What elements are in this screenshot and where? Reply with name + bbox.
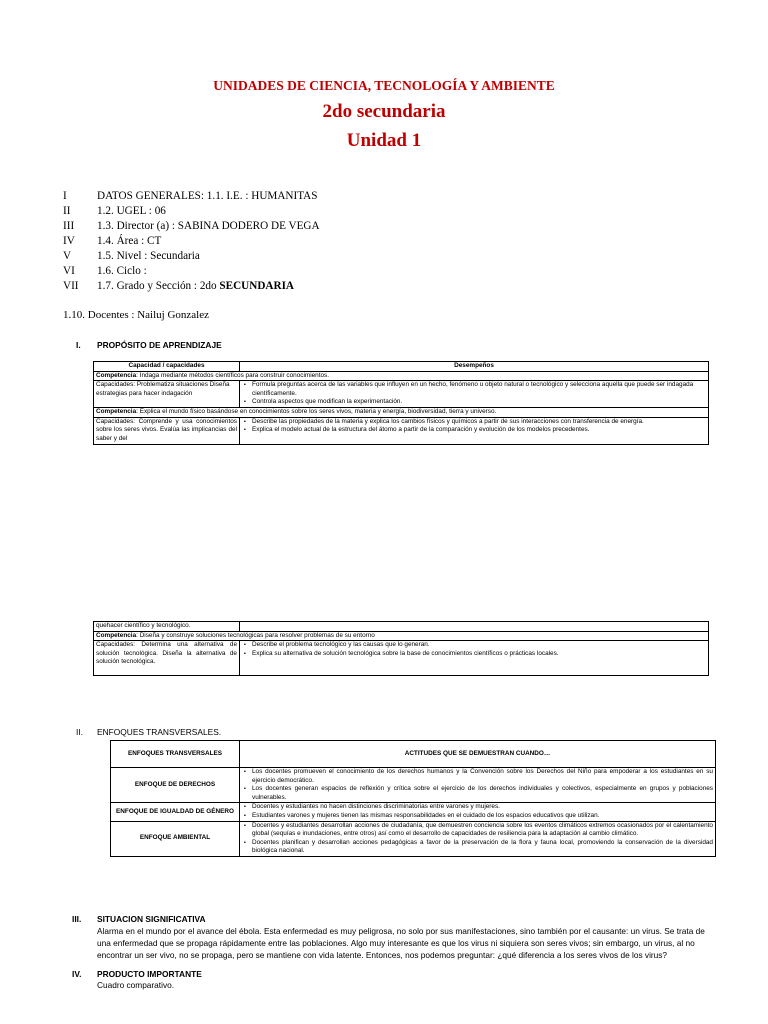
row-numeral: III: [63, 220, 75, 232]
section-4-number: IV.: [72, 969, 82, 979]
row-numeral: V: [63, 250, 72, 262]
learning-purpose-table: [93, 361, 709, 445]
producto-text: Cuadro comparativo.: [97, 980, 175, 990]
table-row: [111, 821, 716, 856]
general-data-row: [63, 280, 294, 292]
section-1-number: I.: [76, 340, 81, 350]
table-row: [94, 417, 709, 444]
section-1-title: PROPÓSITO DE APRENDIZAJE: [97, 340, 222, 350]
table-row: [94, 641, 709, 676]
actitud-item: ▪ Estudiantes varones y mujeres tienen las mismas responsabilidades en el cuidado de los espacios educativos que utilizan.: [252, 812, 713, 821]
cross-cutting-approaches-table: [110, 740, 716, 857]
actitudes-cell: [240, 803, 716, 821]
row-numeral: I: [63, 190, 67, 202]
section-3-title: SITUACION SIGNIFICATIVA: [97, 914, 206, 924]
competencia-text: : Diseña y construye soluciones tecnológicas para resolver problemas de su entorno: [136, 631, 375, 639]
enfoque-name: ENFOQUE AMBIENTAL: [111, 821, 240, 856]
table-row: [111, 768, 716, 803]
row-text: 1.6. Ciclo :: [97, 265, 147, 277]
competencia-row: [94, 408, 709, 418]
row-text: DATOS GENERALES: 1.1. I.E. : HUMANITAS: [97, 190, 318, 202]
table-row: [94, 622, 709, 632]
competencia-text: : Indaga mediante métodos científicos para construir conocimientos.: [136, 371, 330, 379]
general-data-row: [63, 190, 317, 202]
desempenos-cell: [240, 381, 709, 408]
situacion-paragraph: Alarma en el mundo por el avance del ébola. Esta enfermedad es muy peligrosa, no solo por sus manifestaciones, sino también por el causante: un virus. Se trata de una enfermedad que se propaga rápidamente entre las poblaciones. Algo muy interesante es que los virus ni siquiera son seres vivos; sin embargo, un virus, al no encontrar un ser vivo, no se propaga, pero se mantiene con vida latente. Entonces, nos podemos preguntar: ¿qué diferencia a los seres vivos de los virus?: [97, 926, 705, 960]
row-numeral: VII: [63, 280, 79, 292]
column-header-capacidad: Capacidad / capacidades: [94, 362, 240, 372]
enfoque-name: ENFOQUE DE IGUALDAD DE GÉNERO: [111, 803, 240, 821]
competencia-row: [94, 371, 709, 381]
competencia-text: : Explica el mundo físico basándose en conocimientos sobre los seres vivos, materia y energía, biodiversidad, tierra y universo.: [136, 408, 497, 416]
desempeno-item: ▪ Describe las propiedades de la materia y explica los cambios físicos y químicos a partir de sus interacciones con transferencia de energía.: [252, 418, 706, 427]
section-3-number: III.: [72, 914, 82, 924]
learning-purpose-table-continued: [93, 621, 709, 676]
row-text-bold: SECUNDARIA: [219, 280, 295, 292]
row-text: 1.2. UGEL : 06: [97, 205, 166, 217]
actitud-item: ▪ Los docentes generan espacios de reflexión y crítica sobre el ejercicio de los derechos individuales y colectivos, especialmente en grupos y poblaciones vulnerables.: [252, 785, 713, 802]
actitud-item: ▪ Docentes y estudiantes no hacen distinciones discriminatorias entre varones y mujeres.: [252, 803, 713, 812]
desempenos-cell: [240, 622, 709, 632]
competencia-label: Competencia: [96, 408, 137, 416]
row-text: 1.4. Área : CT: [97, 235, 162, 247]
desempeno-item: ▪ Explica el modelo actual de la estructura del átomo a partir de la comparación y evolución de los modelos precedentes.: [252, 426, 706, 435]
desempenos-cell: [240, 641, 709, 676]
section-4-title: PRODUCTO IMPORTANTE: [97, 969, 202, 979]
competencia-row: [94, 631, 709, 641]
desempeno-item: ▪ Describe el problema tecnológico y las causas que lo generan.: [252, 641, 706, 650]
unit-title: Unidad 1: [346, 130, 422, 151]
section-2-number: II.: [76, 727, 83, 737]
competencia-label: Competencia: [96, 631, 137, 639]
capacidades-cell: quehacer científico y tecnológico.: [94, 622, 240, 632]
desempeno-item: ▪ Formula preguntas acerca de las variables que influyen en un hecho, fenómeno u objeto natural o tecnológico y selecciona aquella que puede ser indagada científicamente.: [252, 381, 706, 398]
general-data-row: [63, 250, 200, 262]
grade-title: 2do secundaria: [322, 101, 446, 122]
table-row: [94, 381, 709, 408]
capacidades-cell: Capacidades: Determina una alternativa de solución tecnológica. Diseña la alternativa de solución tecnológica.: [94, 641, 240, 676]
column-header-enfoques: ENFOQUES TRANSVERSALES: [111, 741, 240, 768]
row-numeral: IV: [63, 235, 75, 247]
actitud-item: ▪ Docentes y estudiantes desarrollan acciones de ciudadanía, que demuestren conciencia sobre los eventos climáticos extremos ocasionados por el calentamiento global (sequías e inundaciones, entre otros) así como el desarrollo de capacidades de resiliencia para la adaptación al cambio climático.: [252, 822, 713, 839]
section-2-title: ENFOQUES TRANSVERSALES.: [97, 727, 222, 737]
capacidades-cell: Capacidades: Problematiza situaciones Diseña estrategias para hacer indagación: [94, 381, 240, 408]
table-row: [111, 803, 716, 821]
actitudes-cell: [240, 768, 716, 803]
general-data-row: [63, 265, 147, 277]
column-header-desempenos: Desempeños: [240, 362, 709, 372]
general-data-row: [63, 205, 166, 217]
general-data-row: [63, 235, 161, 247]
row-numeral: VI: [63, 265, 75, 277]
actitudes-cell: [240, 821, 716, 856]
desempeno-item: ▪ Explica su alternativa de solución tecnológica sobre la base de conocimientos científicos o prácticas locales.: [252, 650, 706, 659]
actitud-item: ▪ Los docentes promueven el conocimiento de los derechos humanos y la Convención sobre los Derechos del Niño para empoderar a los estudiantes en su ejercicio democrático.: [252, 768, 713, 785]
desempeno-item: ▪ Controla aspectos que modifican la experimentación.: [252, 398, 706, 407]
enfoque-name: ENFOQUE DE DERECHOS: [111, 768, 240, 803]
actitud-item: ▪ Docentes planifican y desarrollan acciones pedagógicas a favor de la preservación de la flora y fauna local, promoviendo la conservación de la diversidad biológica nacional.: [252, 839, 713, 856]
column-header-actitudes: ACTITUDES QUE SE DEMUESTRAN CUANDO…: [240, 741, 716, 768]
row-text: 1.3. Director (a) : SABINA DODERO DE VEGA: [97, 220, 320, 232]
row-text: 1.7. Grado y Sección : 2do: [97, 280, 220, 292]
desempenos-cell: [240, 417, 709, 444]
row-numeral: II: [63, 205, 71, 217]
general-data-row: [63, 220, 320, 232]
document-title: UNIDADES DE CIENCIA, TECNOLOGÍA Y AMBIENTE: [213, 78, 555, 93]
capacidades-cell: Capacidades: Comprende y usa conocimientos sobre los seres vivos. Evalúa las implicancias del saber y del: [94, 417, 240, 444]
competencia-label: Competencia: [96, 371, 137, 379]
docentes-line: 1.10. Docentes : Nailuj Gonzalez: [63, 309, 210, 321]
row-text: 1.5. Nivel : Secundaria: [97, 250, 200, 262]
